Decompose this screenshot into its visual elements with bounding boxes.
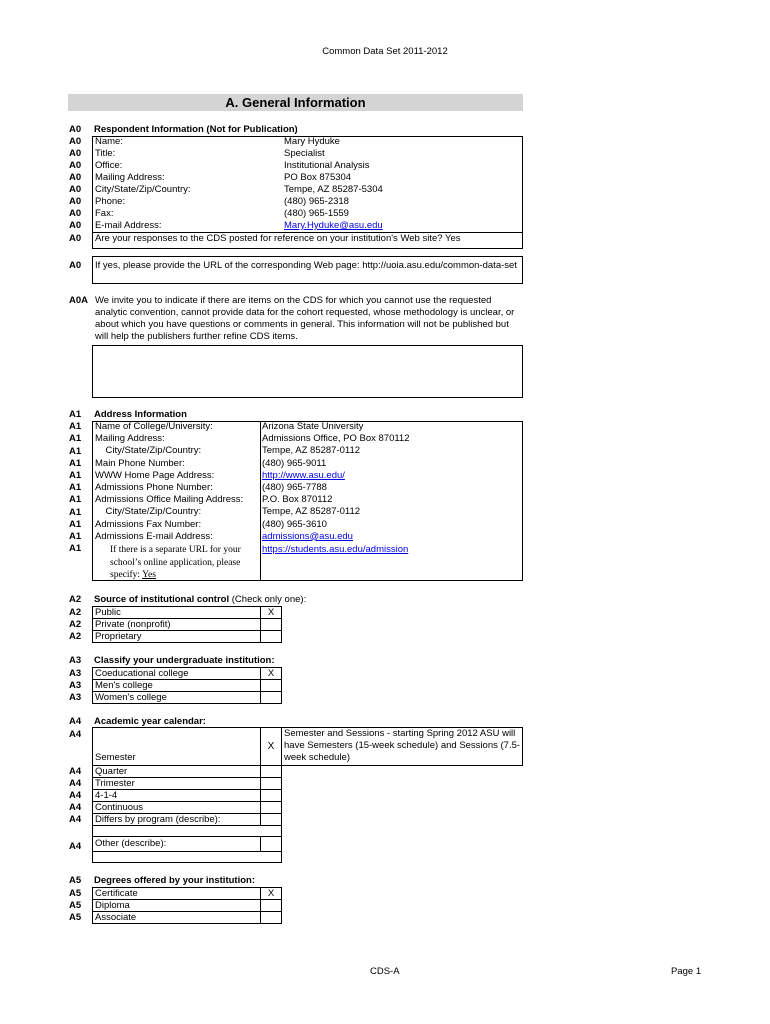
a4-semester-note: Semester and Sessions - starting Spring 2012 ASU will have Semesters (15-week schedule) and Sessions (7.5- week schedule)	[284, 728, 521, 763]
a2-code: A2	[69, 619, 82, 630]
a4-code: A4	[69, 778, 82, 789]
a0-url-question: If yes, please provide the URL of the corresponding Web page: http://uoia.asu.edu/common-data-set	[95, 260, 517, 271]
a4-code: A4	[69, 814, 82, 825]
a0-email-link[interactable]: Mary.Hyduke@asu.edu	[284, 220, 383, 231]
a5-option-label: Certificate	[92, 887, 261, 900]
a1-field-label: City/State/Zip/Country:	[95, 445, 202, 457]
a1-field-label: Main Phone Number:	[95, 457, 185, 469]
a1-link-value[interactable]: admissions@asu.edu	[262, 530, 353, 542]
a1-code: A1	[69, 470, 82, 481]
a0-field-label: Fax:	[95, 208, 114, 219]
a1-heading: Address Information	[94, 409, 187, 420]
a4-code: A4	[69, 716, 82, 727]
a0-code: A0	[69, 160, 82, 171]
a0a-text-line: analytic convention, cannot provide data for the cohort requested, whose methodology is unclear, or	[95, 307, 515, 318]
a0-field-label: Title:	[95, 148, 116, 159]
a1-column-divider	[260, 421, 261, 581]
a1-code: A1	[69, 457, 82, 469]
a0-code: A0	[69, 184, 82, 195]
a0-code: A0	[69, 208, 82, 219]
a3-code: A3	[69, 655, 82, 666]
a1-code: A1	[69, 531, 82, 542]
a0-url-code: A0	[69, 260, 82, 271]
a1-field-label: City/State/Zip/Country:	[95, 506, 202, 518]
a0-code: A0	[69, 220, 82, 231]
online-app-url-link[interactable]: https://students.asu.edu/admission	[262, 544, 409, 555]
footer-section-label: CDS-A	[370, 966, 400, 977]
a1-code: A1	[69, 433, 82, 445]
a5-heading: Degrees offered by your institution:	[94, 875, 255, 886]
a4-code: A4	[69, 790, 82, 801]
a0-field-value: (480) 965-2318	[284, 196, 349, 207]
a1-field-value: (480) 965-7788	[262, 482, 327, 493]
a0a-text-line: about which you have questions or comments in general. This information will not be published but	[95, 319, 509, 330]
a3-option-checkbox[interactable]	[260, 691, 282, 704]
a1-code: A1	[69, 421, 82, 433]
a5-option-checkbox[interactable]: X	[260, 887, 282, 900]
a4-other-checkbox[interactable]	[260, 836, 282, 852]
a0-field-label: Phone:	[95, 196, 126, 207]
a2-code: A2	[69, 607, 82, 618]
a2-option-label: Private (nonprofit)	[92, 618, 261, 631]
a5-code: A5	[69, 888, 82, 899]
a0a-text-line: will help the publishers further refine CDS items.	[95, 331, 298, 342]
a4-semester-label: Semester	[95, 752, 136, 763]
a0-code: A0	[69, 136, 82, 147]
a0a-code: A0A	[69, 295, 89, 306]
a5-option-label: Associate	[92, 911, 261, 924]
a5-code: A5	[69, 875, 82, 886]
a1-field-value: Tempe, AZ 85287-0112	[262, 445, 361, 457]
a4-option-label: 4-1-4	[92, 789, 261, 802]
a0-code: A0	[69, 124, 82, 135]
a1-field-label: Admissions Phone Number:	[95, 482, 213, 493]
a0-field-label: Name:	[95, 136, 123, 147]
a1-online-app-label: If there is a separate URL for your school’s online application, please specify: Yes	[110, 545, 241, 580]
a4-other-describe-box[interactable]	[92, 851, 282, 863]
a0-field-value: (480) 965-1559	[284, 208, 349, 219]
a3-code: A3	[69, 680, 82, 691]
a2-option-checkbox[interactable]: X	[260, 606, 282, 619]
a5-option-checkbox[interactable]	[260, 911, 282, 924]
a2-code: A2	[69, 594, 82, 605]
a4-option-label: Quarter	[92, 765, 261, 778]
a2-code: A2	[69, 631, 82, 642]
a1-field-label: Name of College/University:	[95, 421, 213, 432]
a1-field-value: Arizona State University	[262, 421, 364, 432]
a0-code: A0	[69, 148, 82, 159]
a0-field-value: PO Box 875304	[284, 172, 352, 183]
a1-code: A1	[69, 482, 82, 494]
a4-heading: Academic year calendar:	[94, 716, 206, 727]
a1-code: A1	[69, 518, 82, 530]
a2-option-label: Public	[92, 606, 261, 619]
a0-code: A0	[69, 233, 82, 244]
a3-option-label: Women's college	[92, 691, 261, 704]
a0-field-label: City/State/Zip/Country:	[95, 184, 191, 195]
a0-field-label: Office:	[95, 160, 123, 171]
a1-field-value: P.O. Box 870112	[262, 494, 333, 506]
a1-field-value: Tempe, AZ 85287-0112	[262, 506, 361, 518]
a4-semester-checkbox[interactable]: X	[260, 727, 282, 766]
a0-field-label: Mailing Address:	[95, 172, 165, 183]
a1-code: A1	[69, 409, 82, 420]
a0a-comment-box[interactable]	[92, 345, 523, 398]
a1-field-label: WWW Home Page Address:	[95, 469, 215, 481]
a1-code: A1	[69, 543, 82, 555]
a1-code: A1	[69, 506, 82, 518]
a0-field-value: Tempe, AZ 85287-5304	[284, 184, 383, 195]
a3-code: A3	[69, 692, 82, 703]
a5-code: A5	[69, 900, 82, 911]
a0-web-question: Are your responses to the CDS posted for reference on your institution's Web site? Yes	[95, 233, 461, 244]
a4-code: A4	[69, 802, 82, 813]
a0-field-value: Institutional Analysis	[284, 160, 370, 171]
a0-field-value: Specialist	[284, 148, 325, 159]
section-title: A. General Information	[68, 94, 523, 111]
a3-option-label: Coeducational college	[92, 667, 261, 680]
a1-field-value: (480) 965-3610	[262, 518, 327, 530]
a0-field-value: Mary Hyduke	[284, 136, 340, 147]
a3-option-checkbox[interactable]: X	[260, 667, 282, 680]
a2-heading: Source of institutional control (Check only one):	[94, 594, 307, 605]
a1-field-value: Admissions Office, PO Box 870112	[262, 433, 410, 445]
a4-option-label: Differs by program (describe):	[92, 813, 261, 826]
online-app-yes: Yes	[142, 570, 156, 580]
a1-link-value[interactable]: http://www.asu.edu/	[262, 469, 345, 481]
a1-field-label: Admissions Fax Number:	[95, 518, 202, 530]
a1-field-label: Admissions E-mail Address:	[95, 530, 213, 542]
document-header: Common Data Set 2011-2012	[322, 46, 448, 57]
a4-option-label: Trimester	[92, 777, 261, 790]
a1-field-label: Mailing Address:	[95, 433, 165, 445]
footer-page-number: Page 1	[671, 966, 702, 977]
a2-option-label: Proprietary	[92, 630, 261, 643]
a5-code: A5	[69, 912, 82, 923]
a2-option-checkbox[interactable]	[260, 630, 282, 643]
a4-code: A4	[69, 841, 82, 852]
a1-field-value: (480) 965-9011	[262, 457, 327, 469]
a4-other-label: Other (describe):	[95, 838, 167, 849]
a3-option-label: Men's college	[92, 679, 261, 692]
a0-code: A0	[69, 196, 82, 207]
a0-field-label: E-mail Address:	[95, 220, 162, 231]
a4-option-label: Continuous	[92, 801, 261, 814]
a3-code: A3	[69, 668, 82, 679]
a0a-text-line: We invite you to indicate if there are items on the CDS for which you cannot use the requested	[95, 295, 492, 306]
a1-code: A1	[69, 445, 82, 457]
a1-code: A1	[69, 494, 82, 506]
a0-code: A0	[69, 172, 82, 183]
a1-field-label: Admissions Office Mailing Address:	[95, 494, 244, 506]
a0-heading: Respondent Information (Not for Publication)	[94, 124, 298, 135]
a3-heading: Classify your undergraduate institution:	[94, 655, 275, 666]
a5-option-label: Diploma	[92, 899, 261, 912]
a4-code: A4	[69, 766, 82, 777]
a4-code: A4	[69, 729, 82, 740]
